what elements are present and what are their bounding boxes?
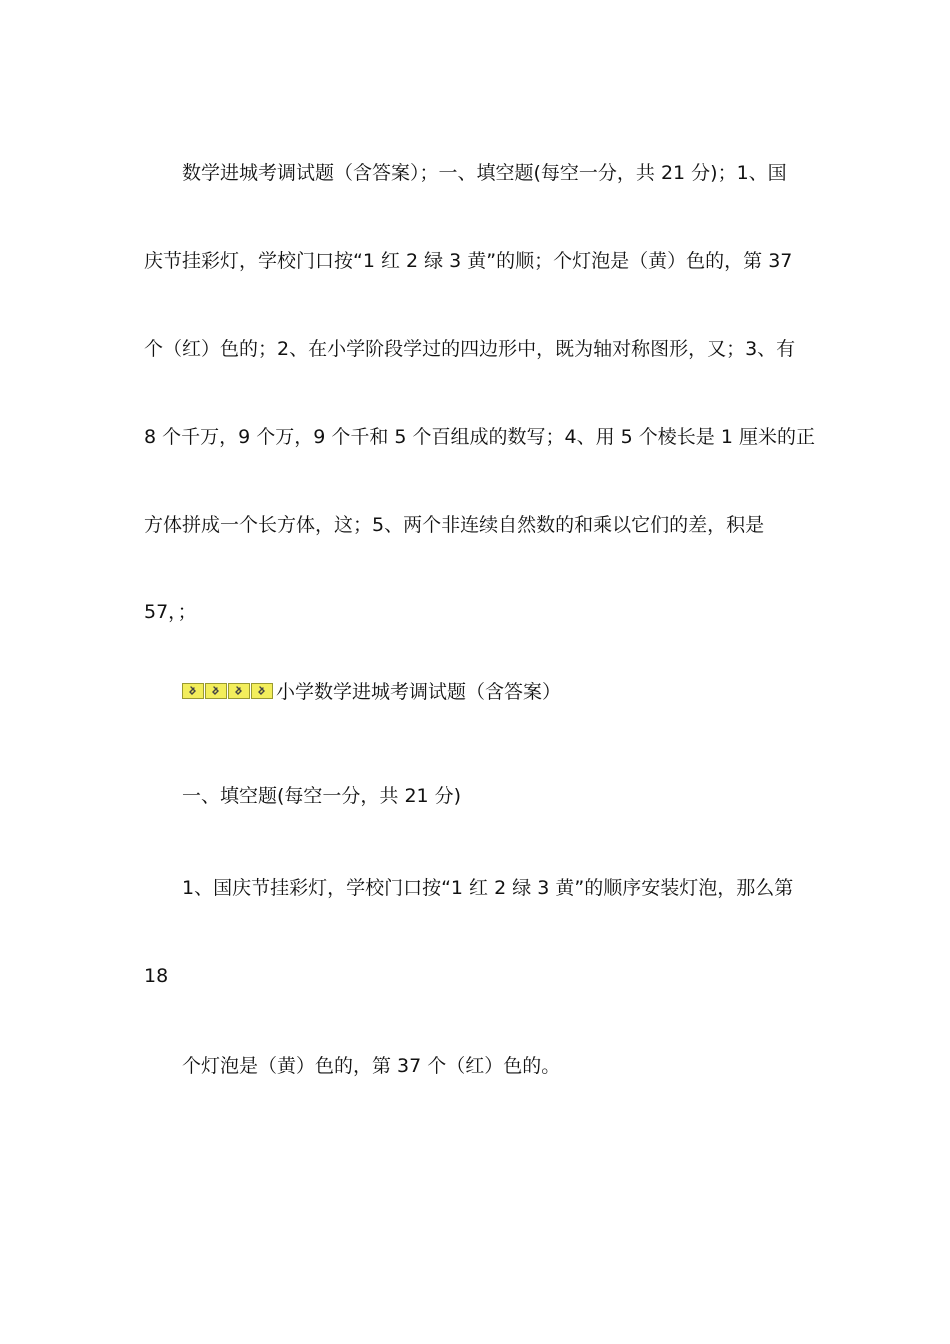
paperclip-icon [228,683,250,699]
summary-line-2: 庆节挂彩灯，学校门口按“1 红 2 绿 3 黄”的顺；个灯泡是（黄）色的，第 37 [144,250,793,272]
summary-line-5: 方体拼成一个长方体，这；5、两个非连续自然数的和乘以它们的差，积是 [144,514,765,536]
question-1-line-2: 18 [144,965,169,987]
paperclip-icon [205,683,227,699]
document-title: 小学数学进城考调试题（含答案） [276,681,562,703]
section-heading: 一、填空题(每空一分，共 21 分) [182,785,462,807]
summary-line-1: 数学进城考调试题（含答案）；一、填空题(每空一分，共 21 分)；1、国 [182,162,787,184]
summary-line-4: 8 个千万，9 个万，9 个千和 5 个百组成的数写；4、用 5 个棱长是 1 厘米的正 [144,426,815,448]
decorative-icon-strip [182,683,274,699]
summary-line-6: 57，； [144,601,197,623]
question-1-line-3: 个灯泡是（黄）色的，第 37 个（红）色的。 [182,1055,561,1077]
paperclip-icon [251,683,273,699]
document-title-row [182,680,822,704]
question-1-line-1: 1、国庆节挂彩灯，学校门口按“1 红 2 绿 3 黄”的顺序安装灯泡，那么第 [182,877,794,899]
paperclip-icon [182,683,204,699]
summary-line-3: 个（红）色的；2、在小学阶段学过的四边形中，既为轴对称图形，又；3、有 [144,338,796,360]
